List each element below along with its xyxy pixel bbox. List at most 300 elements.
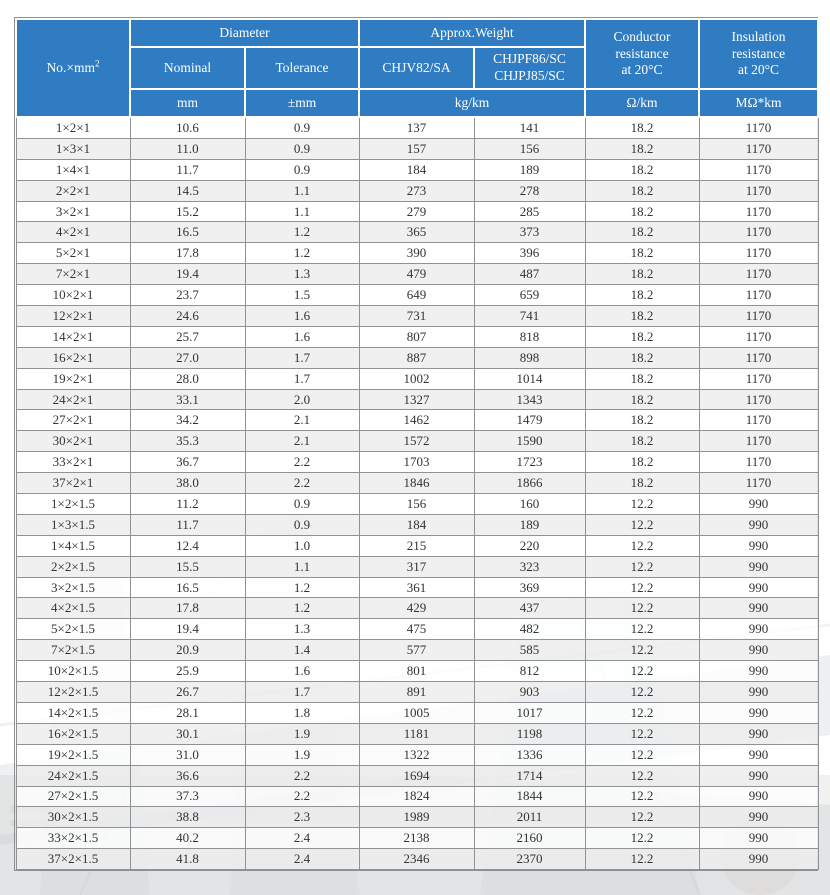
cell: 2346 — [359, 849, 474, 870]
cell: 33.1 — [130, 389, 245, 410]
cell: 990 — [699, 535, 818, 556]
cell: 0.9 — [245, 117, 359, 138]
cell: 396 — [474, 243, 585, 264]
cell: 12.2 — [585, 682, 699, 703]
cell: 273 — [359, 180, 474, 201]
table-row — [16, 452, 818, 473]
cell: 25.7 — [130, 326, 245, 347]
cell: 1×2×1.5 — [16, 494, 130, 515]
cell: 20.9 — [130, 640, 245, 661]
header-chjpf86-line1: CHJPF86/SC — [493, 51, 566, 67]
header-insulation-line3: at 20°C — [738, 62, 780, 78]
cell: 1.7 — [245, 682, 359, 703]
cell: 2.4 — [245, 849, 359, 870]
cell: 18.2 — [585, 180, 699, 201]
cell: 1327 — [359, 389, 474, 410]
table-row — [16, 306, 818, 327]
table-row — [16, 807, 818, 828]
cell: 317 — [359, 556, 474, 577]
cell: 16.5 — [130, 222, 245, 243]
cell: 37.3 — [130, 786, 245, 807]
cell: 18.2 — [585, 473, 699, 494]
header-no-mm2 — [16, 19, 130, 117]
cell: 390 — [359, 243, 474, 264]
cell: 14×2×1.5 — [16, 702, 130, 723]
cell: 1714 — [474, 765, 585, 786]
cell: 34.2 — [130, 410, 245, 431]
cell: 990 — [699, 828, 818, 849]
cell: 1005 — [359, 702, 474, 723]
cell: 11.0 — [130, 138, 245, 159]
cell: 10.6 — [130, 117, 245, 138]
cell: 12.2 — [585, 807, 699, 828]
cell: 2.2 — [245, 473, 359, 494]
cell: 2370 — [474, 849, 585, 870]
table-row — [16, 849, 818, 870]
table-row — [16, 702, 818, 723]
cell: 429 — [359, 598, 474, 619]
cell: 33×2×1 — [16, 452, 130, 473]
cell: 990 — [699, 765, 818, 786]
cell: 18.2 — [585, 347, 699, 368]
header-no-mm2-label: No.×mm — [46, 59, 95, 75]
header-no-mm2-sup: 2 — [95, 58, 100, 69]
cell: 220 — [474, 535, 585, 556]
cell: 1.2 — [245, 598, 359, 619]
cell: 18.2 — [585, 410, 699, 431]
table-row — [16, 264, 818, 285]
cell: 1844 — [474, 786, 585, 807]
cell: 1.4 — [245, 640, 359, 661]
cell: 27×2×1.5 — [16, 786, 130, 807]
cell: 1.7 — [245, 368, 359, 389]
cell: 30×2×1 — [16, 431, 130, 452]
header-conductor-line2: resistance — [615, 45, 669, 61]
cell: 903 — [474, 682, 585, 703]
cell: 1170 — [699, 138, 818, 159]
cell: 1572 — [359, 431, 474, 452]
cell: 1.9 — [245, 744, 359, 765]
cell: 12.2 — [585, 765, 699, 786]
cell: 1170 — [699, 389, 818, 410]
table-row — [16, 389, 818, 410]
cell: 12.2 — [585, 556, 699, 577]
cell: 1.8 — [245, 702, 359, 723]
table-row — [16, 180, 818, 201]
cell: 41.8 — [130, 849, 245, 870]
header-nominal: Nominal — [130, 47, 245, 89]
cell: 18.2 — [585, 306, 699, 327]
cell: 482 — [474, 619, 585, 640]
cell: 1170 — [699, 243, 818, 264]
cell: 0.9 — [245, 514, 359, 535]
cell: 2×2×1.5 — [16, 556, 130, 577]
header-approx-weight: Approx.Weight — [359, 19, 585, 47]
cell: 1866 — [474, 473, 585, 494]
cell: 741 — [474, 306, 585, 327]
cell: 19×2×1.5 — [16, 744, 130, 765]
cell: 1170 — [699, 117, 818, 138]
cell: 2.3 — [245, 807, 359, 828]
unit-kg-km: kg/km — [359, 89, 585, 117]
cell: 1170 — [699, 347, 818, 368]
cell: 184 — [359, 159, 474, 180]
cell: 1181 — [359, 723, 474, 744]
cell: 2.2 — [245, 765, 359, 786]
cell: 12.2 — [585, 744, 699, 765]
cell: 37×2×1 — [16, 473, 130, 494]
cell: 1703 — [359, 452, 474, 473]
cell: 1.7 — [245, 347, 359, 368]
unit-plus-minus-mm: ±mm — [245, 89, 359, 117]
cell: 40.2 — [130, 828, 245, 849]
cell: 990 — [699, 577, 818, 598]
cell: 18.2 — [585, 117, 699, 138]
table-row — [16, 619, 818, 640]
cell: 0.9 — [245, 159, 359, 180]
cell: 990 — [699, 514, 818, 535]
cell: 12.2 — [585, 723, 699, 744]
cell: 15.2 — [130, 201, 245, 222]
cell: 990 — [699, 556, 818, 577]
cell: 12.2 — [585, 828, 699, 849]
cell: 12.2 — [585, 661, 699, 682]
header-insulation-line2: resistance — [731, 45, 786, 61]
table-row — [16, 201, 818, 222]
table-row — [16, 222, 818, 243]
cell: 1×3×1.5 — [16, 514, 130, 535]
unit-mohm-km: MΩ*km — [699, 89, 818, 117]
cell: 18.2 — [585, 285, 699, 306]
cell: 24×2×1.5 — [16, 765, 130, 786]
cell: 285 — [474, 201, 585, 222]
cell: 156 — [359, 494, 474, 515]
table-row — [16, 285, 818, 306]
cell: 807 — [359, 326, 474, 347]
table-row — [16, 556, 818, 577]
cell: 18.2 — [585, 264, 699, 285]
cell: 5×2×1.5 — [16, 619, 130, 640]
table-row — [16, 138, 818, 159]
cell: 10×2×1 — [16, 285, 130, 306]
cell: 1.3 — [245, 619, 359, 640]
cell: 184 — [359, 514, 474, 535]
cell: 1.3 — [245, 264, 359, 285]
cell: 1170 — [699, 368, 818, 389]
cell: 14.5 — [130, 180, 245, 201]
cell: 1198 — [474, 723, 585, 744]
cell: 1170 — [699, 159, 818, 180]
cell: 215 — [359, 535, 474, 556]
cell: 14×2×1 — [16, 326, 130, 347]
header-conductor-line1: Conductor — [613, 28, 671, 44]
cell: 141 — [474, 117, 585, 138]
cell: 898 — [474, 347, 585, 368]
cell: 38.0 — [130, 473, 245, 494]
cell: 801 — [359, 661, 474, 682]
cell: 990 — [699, 661, 818, 682]
cell: 1343 — [474, 389, 585, 410]
cell: 12.4 — [130, 535, 245, 556]
cell: 18.2 — [585, 138, 699, 159]
cell: 24.6 — [130, 306, 245, 327]
table-row — [16, 765, 818, 786]
table-row — [16, 159, 818, 180]
cell: 990 — [699, 849, 818, 870]
cell: 12.2 — [585, 702, 699, 723]
cell: 990 — [699, 494, 818, 515]
cell: 887 — [359, 347, 474, 368]
cell: 18.2 — [585, 326, 699, 347]
cell: 3×2×1.5 — [16, 577, 130, 598]
cell: 323 — [474, 556, 585, 577]
cell: 1.5 — [245, 285, 359, 306]
cell: 18.2 — [585, 243, 699, 264]
cell: 1170 — [699, 180, 818, 201]
cell: 26.7 — [130, 682, 245, 703]
cell: 479 — [359, 264, 474, 285]
cell: 1170 — [699, 264, 818, 285]
cell: 7×2×1 — [16, 264, 130, 285]
cell: 1×2×1 — [16, 117, 130, 138]
cell: 1.1 — [245, 556, 359, 577]
cell: 1170 — [699, 326, 818, 347]
cell: 2138 — [359, 828, 474, 849]
cell: 12.2 — [585, 619, 699, 640]
table-row — [16, 117, 818, 138]
cell: 1.1 — [245, 201, 359, 222]
cell: 990 — [699, 640, 818, 661]
table-row — [16, 473, 818, 494]
cell: 33×2×1.5 — [16, 828, 130, 849]
cell: 18.2 — [585, 201, 699, 222]
cell: 1322 — [359, 744, 474, 765]
cell: 279 — [359, 201, 474, 222]
table-body — [16, 117, 818, 870]
cell: 189 — [474, 159, 585, 180]
cell: 2160 — [474, 828, 585, 849]
cell: 1462 — [359, 410, 474, 431]
table-row — [16, 828, 818, 849]
cell: 1.2 — [245, 222, 359, 243]
cell: 1×3×1 — [16, 138, 130, 159]
table-row — [16, 723, 818, 744]
cell: 2.2 — [245, 452, 359, 473]
cell: 2.1 — [245, 410, 359, 431]
cell: 5×2×1 — [16, 243, 130, 264]
cell: 369 — [474, 577, 585, 598]
cell: 990 — [699, 744, 818, 765]
cell: 18.2 — [585, 159, 699, 180]
cell: 3×2×1 — [16, 201, 130, 222]
cell: 30.1 — [130, 723, 245, 744]
cell: 487 — [474, 264, 585, 285]
cell: 10×2×1.5 — [16, 661, 130, 682]
table-row — [16, 661, 818, 682]
cell: 18.2 — [585, 368, 699, 389]
cell: 1170 — [699, 452, 818, 473]
cell: 35.3 — [130, 431, 245, 452]
header-chjpf86-line2: CHJPJ85/SC — [494, 68, 565, 83]
cell: 11.2 — [130, 494, 245, 515]
cell: 1170 — [699, 473, 818, 494]
cell: 11.7 — [130, 514, 245, 535]
cell: 12.2 — [585, 786, 699, 807]
cell: 1170 — [699, 431, 818, 452]
cell: 1.6 — [245, 661, 359, 682]
cell: 7×2×1.5 — [16, 640, 130, 661]
cell: 1017 — [474, 702, 585, 723]
cell: 38.8 — [130, 807, 245, 828]
header-conductor-line3: at 20°C — [621, 62, 663, 78]
table-row — [16, 347, 818, 368]
table-row — [16, 410, 818, 431]
cell: 12.2 — [585, 577, 699, 598]
cell: 30×2×1.5 — [16, 807, 130, 828]
cell: 12×2×1.5 — [16, 682, 130, 703]
table-row — [16, 494, 818, 515]
cell: 28.0 — [130, 368, 245, 389]
table-row — [16, 744, 818, 765]
cell: 990 — [699, 682, 818, 703]
cell: 1723 — [474, 452, 585, 473]
cell: 16×2×1.5 — [16, 723, 130, 744]
table-row — [16, 598, 818, 619]
cable-spec-table — [15, 18, 819, 870]
cell: 2011 — [474, 807, 585, 828]
unit-ohm-km: Ω/km — [585, 89, 699, 117]
cell: 12.2 — [585, 640, 699, 661]
cell: 0.9 — [245, 494, 359, 515]
table-row — [16, 786, 818, 807]
cell: 18.2 — [585, 222, 699, 243]
table-row — [16, 243, 818, 264]
cell: 156 — [474, 138, 585, 159]
cell: 990 — [699, 786, 818, 807]
cell: 11.7 — [130, 159, 245, 180]
cable-spec-table-frame — [14, 17, 818, 871]
cell: 361 — [359, 577, 474, 598]
cell: 17.8 — [130, 598, 245, 619]
table-row — [16, 431, 818, 452]
cell: 15.5 — [130, 556, 245, 577]
cell: 137 — [359, 117, 474, 138]
cell: 891 — [359, 682, 474, 703]
cell: 2×2×1 — [16, 180, 130, 201]
cell: 18.2 — [585, 389, 699, 410]
cell: 27×2×1 — [16, 410, 130, 431]
cell: 990 — [699, 598, 818, 619]
cell: 1170 — [699, 285, 818, 306]
cell: 1336 — [474, 744, 585, 765]
cell: 2.1 — [245, 431, 359, 452]
cell: 37×2×1.5 — [16, 849, 130, 870]
cell: 1170 — [699, 222, 818, 243]
cell: 990 — [699, 723, 818, 744]
cell: 1170 — [699, 410, 818, 431]
cell: 1.0 — [245, 535, 359, 556]
cell: 1989 — [359, 807, 474, 828]
cell: 36.6 — [130, 765, 245, 786]
table-row — [16, 535, 818, 556]
cell: 27.0 — [130, 347, 245, 368]
table-header — [16, 19, 818, 117]
cell: 1.2 — [245, 243, 359, 264]
cell: 12.2 — [585, 514, 699, 535]
cell: 0.9 — [245, 138, 359, 159]
cell: 1014 — [474, 368, 585, 389]
header-insulation-resistance — [699, 19, 818, 89]
cell: 278 — [474, 180, 585, 201]
cell: 16×2×1 — [16, 347, 130, 368]
cell: 18.2 — [585, 431, 699, 452]
unit-mm: mm — [130, 89, 245, 117]
cell: 4×2×1 — [16, 222, 130, 243]
cell: 12.2 — [585, 494, 699, 515]
cell: 365 — [359, 222, 474, 243]
cell: 649 — [359, 285, 474, 306]
cell: 990 — [699, 807, 818, 828]
cell: 12.2 — [585, 535, 699, 556]
cell: 1.6 — [245, 306, 359, 327]
cell: 1590 — [474, 431, 585, 452]
cell: 1.1 — [245, 180, 359, 201]
cell: 23.7 — [130, 285, 245, 306]
cell: 1.9 — [245, 723, 359, 744]
cell: 18.2 — [585, 452, 699, 473]
cell: 585 — [474, 640, 585, 661]
header-conductor-resistance — [585, 19, 699, 89]
cell: 19×2×1 — [16, 368, 130, 389]
header-tolerance: Tolerance — [245, 47, 359, 89]
cell: 1×4×1.5 — [16, 535, 130, 556]
cell: 12.2 — [585, 849, 699, 870]
cell: 1.6 — [245, 326, 359, 347]
header-chjv82: CHJV82/SA — [359, 47, 474, 89]
cell: 1×4×1 — [16, 159, 130, 180]
cell: 731 — [359, 306, 474, 327]
cell: 990 — [699, 702, 818, 723]
cell: 1170 — [699, 306, 818, 327]
table-row — [16, 368, 818, 389]
cell: 19.4 — [130, 619, 245, 640]
cell: 12×2×1 — [16, 306, 130, 327]
cell: 157 — [359, 138, 474, 159]
cell: 1846 — [359, 473, 474, 494]
table-row — [16, 326, 818, 347]
cell: 812 — [474, 661, 585, 682]
cell: 19.4 — [130, 264, 245, 285]
cell: 2.4 — [245, 828, 359, 849]
table-row — [16, 640, 818, 661]
cell: 1170 — [699, 201, 818, 222]
cell: 28.1 — [130, 702, 245, 723]
cell: 1479 — [474, 410, 585, 431]
cell: 990 — [699, 619, 818, 640]
table-row — [16, 514, 818, 535]
cell: 189 — [474, 514, 585, 535]
cell: 36.7 — [130, 452, 245, 473]
cell: 17.8 — [130, 243, 245, 264]
cell: 2.2 — [245, 786, 359, 807]
cell: 373 — [474, 222, 585, 243]
cell: 4×2×1.5 — [16, 598, 130, 619]
header-chjpf86 — [474, 47, 585, 89]
header-diameter: Diameter — [130, 19, 359, 47]
cell: 25.9 — [130, 661, 245, 682]
cell: 1824 — [359, 786, 474, 807]
cell: 160 — [474, 494, 585, 515]
